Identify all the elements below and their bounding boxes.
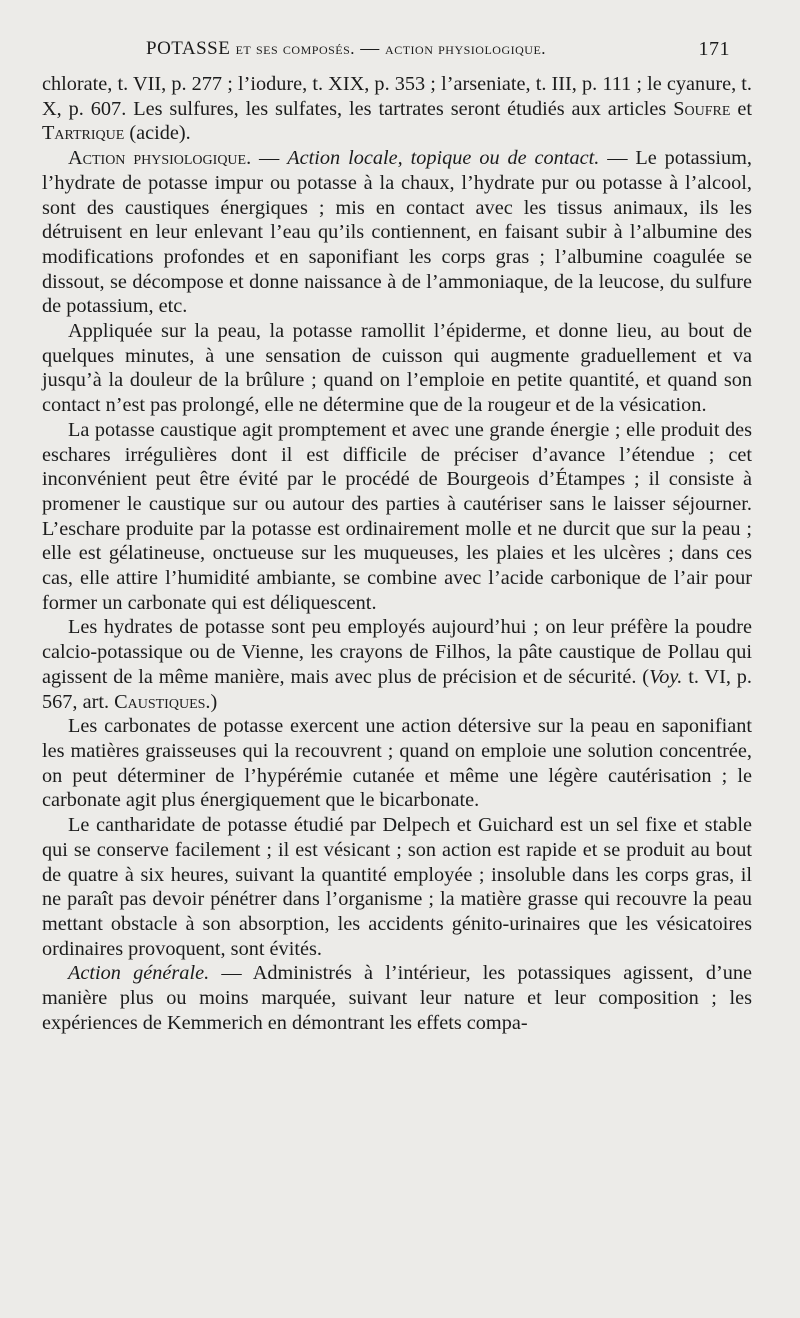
p1-ref-soufre: Soufre [673, 97, 731, 120]
paragraph-6: Les carbonates de potasse exercent une action détersive sur la peau en saponifiant les matières graisseuses qui la recouvrent ; quand on emploie une solution concentrée, on peut déterminer de l’hypérémie cutanée et même une légère cautérisation ; le carbonate agit plus énergiquement que le bicarbonate. [42, 715, 752, 812]
p1-mid: et [730, 97, 752, 120]
p2-dash-2: — [599, 147, 636, 170]
running-head [38, 38, 770, 72]
paragraph-5 [42, 615, 752, 714]
paragraph-8 [42, 961, 752, 1035]
p5-text: Les hydrates de potasse sont peu employés aujourd’hui ; on leur préfère la poudre calcio-potassique ou de Vienne, les crayons de Filhos, la pâte caustique de Pollau qui agissent de la même manière, mais avec plus de précision et de sécurité. ( [42, 616, 752, 688]
section-heading-action-physiologique: Action physiologique. [68, 147, 252, 170]
p5-ref-caustiques: Caustiques [114, 690, 206, 713]
paragraph-7: Le cantharidate de potasse étudié par Delpech et Guichard est un sel fixe et stable qui se conserve facilement ; il est vésicant ; son action est rapide et se produit au bout de quatre à six heures, suivant la quantité employée ; insoluble dans les corps gras, il ne paraît pas devoir pénétrer dans l’organisme ; la matière grasse qui recouvre la peau mettant obstacle à son absorption, les accidents génito-urinaires que les vésicatoires ordinaires provoquent, sont évités. [42, 814, 752, 960]
p1-ref-tartrique: Tartrique [42, 122, 125, 145]
p5-mid: t. VI, p. 567, art. [42, 665, 752, 713]
p2-dash-1: — [251, 147, 288, 170]
running-title-mid: et ses composés. [235, 39, 356, 58]
subheading-action-locale: Action locale, topique ou de contact. [287, 147, 600, 170]
p2-text: Le potassium, l’hydrate de potasse impur ou potasse à la chaux, l’hydrate pur ou potasse à l’alcool, sont des caustiques énergiques ; mis en contact avec les tissus animaux, ils les détruisent en leur enlevant l’eau qu’ils contiennent, en faisant subir à l’albumine des modifications profondes et en saponifiant les corps gras ; l’albumine coagulée se dissout, se décompose et donne naissance à de l’ammoniaque, de la leucose, du sulfure de potassium, etc. [42, 147, 752, 318]
running-title [146, 38, 546, 60]
paragraph-3: Appliquée sur la peau, la potasse ramollit l’épiderme, et donne lieu, au bout de quelques minutes, à une sensation de cuisson qui augmente graduellement et va jusqu’à la douleur de la brûlure ; quand on l’emploie en petite quantité, et quand son contact n’est pas prolongé, elle ne détermine que de la rougeur et de la vésication. [42, 320, 752, 417]
p5-voy: Voy. [649, 665, 683, 688]
p8-text: Administrés à l’intérieur, les potassiques agissent, d’une manière plus ou moins marquée, suivant leur nature et leur composition ; les expériences de Kemmerich en démontrant les effets compa- [42, 962, 752, 1034]
paragraph-1 [42, 72, 752, 146]
page-number: 171 [698, 38, 730, 60]
body-text [42, 72, 752, 1035]
p5-end: .) [205, 690, 218, 713]
paragraph-2 [42, 146, 752, 319]
running-title-dash: — [360, 38, 380, 59]
p8-dash: — [209, 962, 253, 985]
running-title-main: POTASSE [146, 38, 231, 59]
running-title-end: action physiologique. [385, 39, 547, 58]
paragraph-4: La potasse caustique agit promptement et avec une grande énergie ; elle produit des eschares irrégulières dont il est difficile de préciser d’avance l’étendue ; cet inconvénient peut être évité par le procédé de Bourgeois d’Étampes ; il consiste à promener le caustique sur ou autour des parties à cautériser sans le laisser séjourner. L’eschare produite par la potasse est ordinairement molle et ne durcit que sur la peau ; elle est gélatineuse, onctueuse sur les muqueuses, les plaies et les ulcères ; dans ces cas, elle attire l’humidité ambiante, se combine avec l’acide carbonique de l’air pour former un carbonate qui est déliquescent. [42, 418, 752, 614]
subheading-action-generale: Action générale. [68, 962, 210, 985]
p1-text: chlorate, t. VII, p. 277 ; l’iodure, t. XIX, p. 353 ; l’arseniate, t. III, p. 111 ; le cyanure, t. X, p. 607. Les sulfures, les sulfates, les tartrates seront étudiés aux articles [42, 73, 752, 120]
p1-end: (acide). [124, 122, 191, 145]
